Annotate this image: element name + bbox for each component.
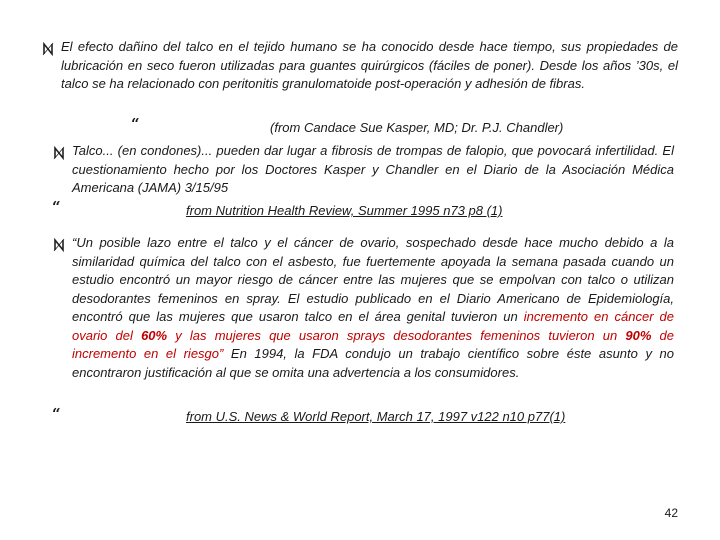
bullet-icon <box>53 145 65 161</box>
page-number: 42 <box>664 506 678 520</box>
highlight-text-3: de incremento en el riesgo” <box>72 327 675 361</box>
highlight-text-1: incremento en cáncer de ovario del <box>72 309 674 343</box>
citation-1: (from Candace Sue Kasper, MD; Dr. P.J. Chandler) <box>270 120 564 135</box>
paragraph-1-text: El efecto dañino del talco en el tejido humano se ha conocido desde hace tiempo, sus propiedades de lubricación en seco fueron utilizadas para guantes quirúrgicos (fáciles de poner). Desde los años ’30s, el talco se ha relacionado con peritonitis granulomatoide post-operación y adhesión de fibras. <box>61 39 678 91</box>
citation-3: from U.S. News & World Report, March 17, 1997 v122 n10 p77(1) <box>186 409 566 424</box>
highlight-percent-2: 90% <box>625 327 652 343</box>
paragraph-3 <box>72 234 674 382</box>
quote-mark-3: “ <box>52 405 61 423</box>
paragraph-1 <box>61 38 678 94</box>
paragraph-2 <box>72 142 674 198</box>
highlight-text-2: y las mujeres que usaron sprays desodorantes femeninos tuvieron un <box>167 327 626 343</box>
highlight-percent-1: 60% <box>141 327 168 343</box>
paragraph-3-text-b: En 1994, la FDA condujo un trabajo científico sobre éste asunto y no encontraron justificación al que se omita una advertencia a los consumidores. <box>72 346 674 380</box>
paragraph-2-text: Talco... (en condones)... pueden dar lugar a fibrosis de trompas de falopio, que povocará infertilidad. El cuestionamiento hecho por los Doctores Kasper y Chandler en el Diario de la Asociación Médica Americana (JAMA) 3/15/95 <box>72 143 674 195</box>
quote-mark-2: “ <box>52 198 61 216</box>
bullet-icon <box>42 41 54 57</box>
bullet-icon <box>53 237 65 253</box>
paragraph-3-text-a: “Un posible lazo entre el talco y el cáncer de ovario, sospechado desde hace mucho debido a la similaridad química del talco con el asbesto, fue fuertemente apoyada la semana pasada cuando un estudio encontró un mayor riesgo de cáncer entre las mujeres que se empolvan con talco o utilizan desodorantes femeninos en spray. El estudio publicado en el Diario Americano de Epidemiología, encontró que las mujeres que usaron talco en el área genital tuvieron un <box>72 235 674 324</box>
citation-2: from Nutrition Health Review, Summer 1995 n73 p8 (1) <box>186 203 503 218</box>
quote-mark-1: “ <box>131 115 140 133</box>
